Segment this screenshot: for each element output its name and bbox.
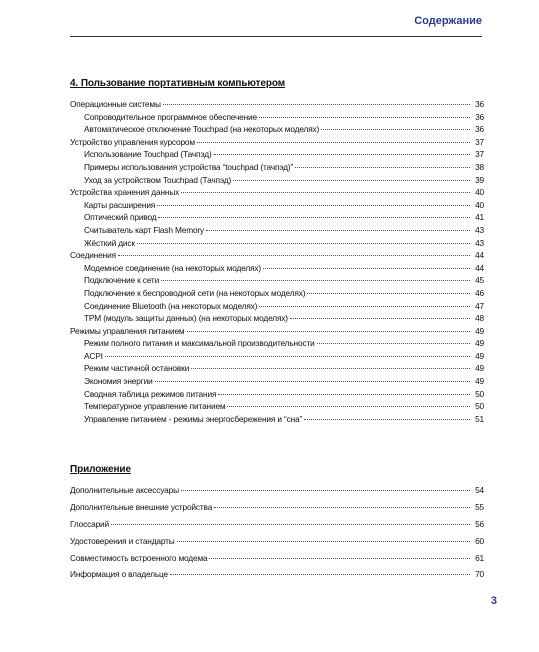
dot-leader [181, 192, 470, 193]
toc-entry-page: 61 [475, 552, 484, 563]
toc-entry[interactable] [70, 400, 484, 413]
toc-entry-label: Подключение к сети [84, 275, 160, 286]
toc-entry-page: 51 [475, 413, 484, 424]
dot-leader [290, 318, 470, 319]
toc-entry-label: Подключение к беспроводной сети (на некоторых моделях) [84, 287, 306, 298]
toc-entry-page: 55 [475, 501, 484, 512]
toc-entry[interactable] [70, 337, 484, 350]
toc-entry[interactable] [70, 98, 484, 111]
toc-entry-page: 37 [475, 149, 484, 160]
toc-entry-label: Модемное соединение (на некоторых моделях) [84, 262, 262, 273]
toc-entry[interactable] [70, 552, 484, 565]
toc-entry-page: 49 [475, 325, 484, 336]
toc-entry-label: Операционные системы [70, 99, 161, 109]
dot-leader [214, 154, 470, 155]
toc-entry[interactable] [70, 186, 484, 199]
toc-entry-label: TPM (модуль защиты данных) (на некоторых моделях) [84, 313, 288, 324]
toc-entry[interactable] [70, 501, 484, 514]
dot-leader [105, 356, 470, 357]
toc-entry-label: Температурное управление питанием [84, 401, 226, 412]
toc-entry-page: 39 [475, 174, 484, 185]
toc-entry-label: Жёсткий диск [84, 237, 135, 248]
toc-entry-page: 49 [475, 376, 484, 387]
dot-leader [209, 558, 470, 559]
toc-entry-label: Оптический привод [84, 212, 157, 223]
toc-entry-page: 54 [475, 485, 484, 495]
dot-leader [206, 230, 470, 231]
toc-entry[interactable] [70, 249, 484, 262]
toc-entry-page: 46 [475, 287, 484, 298]
toc-appendix [70, 484, 484, 585]
toc-entry-page: 48 [475, 313, 484, 324]
toc-entry-label: Соединение Bluetooth (на некоторых моделях) [84, 300, 258, 311]
dot-leader [163, 104, 470, 105]
toc-entry[interactable] [70, 325, 484, 338]
toc-entry[interactable] [70, 388, 484, 401]
dot-leader [218, 394, 470, 395]
dot-leader [304, 419, 470, 420]
toc-entry-page: 49 [475, 350, 484, 361]
dot-leader [137, 243, 470, 244]
toc-entry-label: Совместимость встроенного модема [70, 552, 208, 563]
toc-section-4 [70, 98, 484, 425]
toc-entry[interactable] [70, 274, 484, 287]
toc-entry-label: Считыватель карт Flash Memory [84, 224, 205, 235]
toc-entry-label: Дополнительные внешние устройства [70, 501, 213, 512]
toc-entry-page: 50 [475, 401, 484, 412]
dot-leader [177, 541, 470, 542]
toc-entry[interactable] [70, 518, 484, 531]
appendix-title: Приложение [70, 464, 131, 475]
toc-entry-label: Режим полного питания и максимальной производительности [84, 338, 315, 349]
dot-leader [155, 381, 470, 382]
toc-entry-page: 43 [475, 224, 484, 235]
toc-entry-label: ACPI [84, 350, 103, 361]
toc-entry-page: 49 [475, 363, 484, 374]
toc-entry[interactable] [70, 224, 484, 237]
toc-entry-page: 36 [475, 111, 484, 122]
toc-entry[interactable] [70, 211, 484, 224]
toc-entry-label: Соединения [70, 250, 116, 261]
toc-entry-label: Сопроводительное программное обеспечение [84, 111, 258, 122]
toc-entry-page: 49 [475, 338, 484, 349]
dot-leader [161, 280, 470, 281]
dot-leader [181, 490, 470, 491]
dot-leader [259, 306, 470, 307]
page-number: 3 [490, 595, 497, 607]
dot-leader [118, 255, 470, 256]
toc-entry-label: Режим частичной остановки [84, 363, 190, 374]
dot-leader [197, 142, 470, 143]
toc-entry-page: 36 [475, 124, 484, 135]
dot-leader [263, 268, 470, 269]
toc-entry[interactable] [70, 174, 484, 187]
toc-entry-page: 37 [475, 136, 484, 147]
toc-entry-label: Экономия энергии [84, 376, 153, 387]
toc-entry-page: 41 [475, 212, 484, 223]
dot-leader [321, 129, 470, 130]
toc-entry-label: Информация о владельце [70, 569, 169, 580]
toc-entry-page: 38 [475, 161, 484, 172]
toc-entry-label: Режимы управления питанием [70, 325, 185, 336]
toc-entry-label: Примеры использования устройства “touchpad (тачпэд)” [84, 161, 294, 172]
toc-entry-page: 47 [475, 300, 484, 311]
toc-entry[interactable] [70, 237, 484, 250]
dot-leader [259, 117, 470, 118]
toc-entry[interactable] [70, 148, 484, 161]
toc-entry-label: Сводная таблица режимов питания [84, 388, 217, 399]
toc-entry-page: 36 [475, 99, 484, 109]
header-divider [70, 36, 482, 37]
toc-entry-page: 70 [475, 569, 484, 580]
dot-leader [317, 343, 470, 344]
toc-entry[interactable] [70, 362, 484, 375]
dot-leader [227, 406, 470, 407]
toc-entry[interactable] [70, 413, 484, 426]
toc-entry-label: Автоматическое отключение Touchpad (на некоторых моделях) [84, 124, 320, 135]
toc-entry-page: 56 [475, 518, 484, 529]
dot-leader [307, 293, 470, 294]
toc-entry-label: Глоссарий [70, 518, 110, 529]
toc-entry[interactable] [70, 300, 484, 313]
toc-entry-page: 60 [475, 535, 484, 546]
dot-leader [295, 167, 470, 168]
toc-entry[interactable] [70, 287, 484, 300]
toc-entry-page: 44 [475, 262, 484, 273]
toc-entry-label: Уход за устройством Touchpad (Тачпэд) [84, 174, 232, 185]
dot-leader [233, 180, 470, 181]
toc-entry-page: 45 [475, 275, 484, 286]
toc-entry[interactable] [70, 568, 484, 581]
dot-leader [187, 331, 471, 332]
toc-entry-label: Устройство управления курсором [70, 136, 195, 147]
toc-entry[interactable] [70, 484, 484, 497]
toc-entry-page: 43 [475, 237, 484, 248]
toc-entry-label: Управление питанием - режимы энергосбережения и “сна” [84, 413, 303, 424]
toc-entry[interactable] [70, 111, 484, 124]
toc-entry[interactable] [70, 350, 484, 363]
toc-entry-page: 40 [475, 187, 484, 198]
toc-entry-page: 50 [475, 388, 484, 399]
toc-entry-label: Удостоверения и стандарты [70, 535, 175, 546]
toc-entry[interactable] [70, 199, 484, 212]
dot-leader [214, 507, 470, 508]
toc-entry[interactable] [70, 312, 484, 325]
dot-leader [111, 524, 470, 525]
toc-entry[interactable] [70, 375, 484, 388]
toc-entry-label: Устройства хранения данных [70, 187, 180, 198]
toc-entry[interactable] [70, 136, 484, 149]
toc-entry[interactable] [70, 161, 484, 174]
toc-entry[interactable] [70, 123, 484, 136]
toc-entry-label: Дополнительные аксессуары [70, 485, 179, 495]
toc-entry-page: 40 [475, 199, 484, 210]
dot-leader [158, 217, 470, 218]
header-title: Содержание [414, 15, 482, 27]
dot-leader [191, 368, 470, 369]
toc-entry[interactable] [70, 535, 484, 548]
dot-leader [170, 574, 470, 575]
toc-entry-page: 44 [475, 250, 484, 261]
toc-entry-label: Карты расширения [84, 199, 156, 210]
toc-entry[interactable] [70, 262, 484, 275]
toc-entry-label: Использование Touchpad (Тачпэд) [84, 149, 212, 160]
section-title: 4. Пользование портативным компьютером [70, 78, 285, 89]
dot-leader [157, 205, 470, 206]
